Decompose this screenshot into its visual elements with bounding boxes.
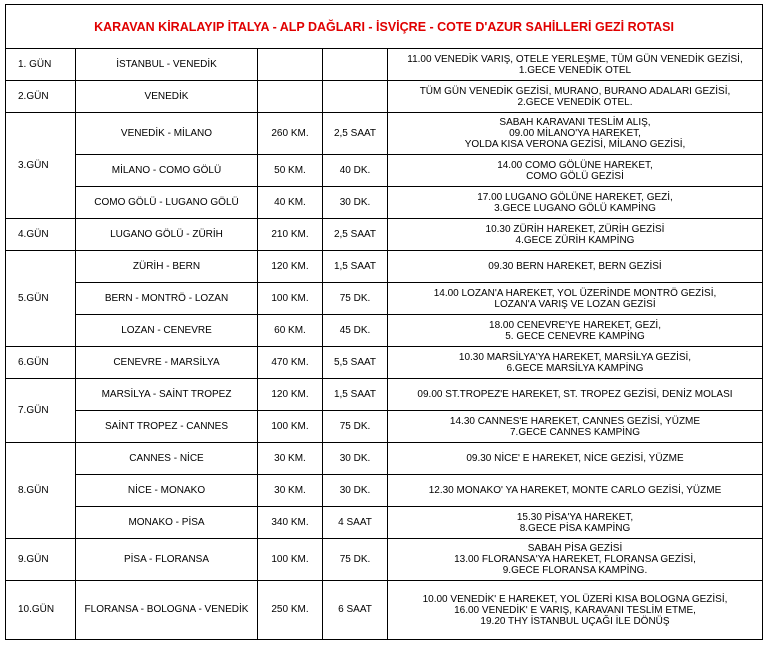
route-cell: ZÜRİH - BERN bbox=[76, 251, 258, 283]
route-cell: MİLANO - COMO GÖLÜ bbox=[76, 155, 258, 187]
duration-cell: 30 DK. bbox=[323, 187, 388, 219]
duration-cell bbox=[323, 81, 388, 113]
distance-cell: 50 KM. bbox=[258, 155, 323, 187]
route-cell: LUGANO GÖLÜ - ZÜRİH bbox=[76, 219, 258, 251]
route-cell: İSTANBUL - VENEDİK bbox=[76, 49, 258, 81]
route-cell: CENEVRE - MARSİLYA bbox=[76, 347, 258, 379]
plan-cell: 09.30 BERN HAREKET, BERN GEZİSİ bbox=[388, 251, 763, 283]
plan-cell: 14.30 CANNES'E HAREKET, CANNES GEZİSİ, YÜZME 7.GECE CANNES KAMPİNG bbox=[388, 411, 763, 443]
distance-cell bbox=[258, 49, 323, 81]
itinerary-row bbox=[6, 251, 763, 283]
plan-cell: 17.00 LUGANO GÖLÜNE HAREKET, GEZİ, 3.GECE LUGANO GÖLÜ KAMPİNG bbox=[388, 187, 763, 219]
plan-cell: 12.30 MONAKO' YA HAREKET, MONTE CARLO GEZİSİ, YÜZME bbox=[388, 475, 763, 507]
duration-cell: 1,5 SAAT bbox=[323, 379, 388, 411]
distance-cell: 40 KM. bbox=[258, 187, 323, 219]
itinerary-row bbox=[6, 187, 763, 219]
plan-cell: SABAH PİSA GEZİSİ 13.00 FLORANSA'YA HAREKET, FLORANSA GEZİSİ, 9.GECE FLORANSA KAMPİNG. bbox=[388, 539, 763, 581]
plan-cell: 10.00 VENEDİK' E HAREKET, YOL ÜZERİ KISA BOLOGNA GEZİSİ, 16.00 VENEDİK' E VARIŞ, KARAVANI TESLİM ETME, 19.20 THY İSTANBUL UÇAĞI İLE DÖNÜŞ bbox=[388, 581, 763, 640]
distance-cell: 100 KM. bbox=[258, 411, 323, 443]
distance-cell: 120 KM. bbox=[258, 379, 323, 411]
duration-cell bbox=[323, 49, 388, 81]
day-label: 5.GÜN bbox=[6, 251, 76, 347]
day-label: 6.GÜN bbox=[6, 347, 76, 379]
day-label: 9.GÜN bbox=[6, 539, 76, 581]
route-cell: MONAKO - PİSA bbox=[76, 507, 258, 539]
day-label: 2.GÜN bbox=[6, 81, 76, 113]
distance-cell bbox=[258, 81, 323, 113]
itinerary-row bbox=[6, 81, 763, 113]
route-cell: BERN - MONTRÖ - LOZAN bbox=[76, 283, 258, 315]
itinerary-row bbox=[6, 347, 763, 379]
distance-cell: 260 KM. bbox=[258, 113, 323, 155]
itinerary-row bbox=[6, 379, 763, 411]
plan-cell: 10.30 MARSİLYA'YA HAREKET, MARSİLYA GEZİSİ, 6.GECE MARSİLYA KAMPİNG bbox=[388, 347, 763, 379]
duration-cell: 4 SAAT bbox=[323, 507, 388, 539]
plan-cell: 09.30 NİCE' E HAREKET, NİCE GEZİSİ, YÜZME bbox=[388, 443, 763, 475]
itinerary-row bbox=[6, 315, 763, 347]
itinerary-row bbox=[6, 49, 763, 81]
plan-cell: 09.00 ST.TROPEZ'E HAREKET, ST. TROPEZ GEZİSİ, DENİZ MOLASI bbox=[388, 379, 763, 411]
itinerary-row bbox=[6, 581, 763, 640]
itinerary-row bbox=[6, 113, 763, 155]
distance-cell: 100 KM. bbox=[258, 539, 323, 581]
plan-cell: 14.00 COMO GÖLÜNE HAREKET, COMO GÖLÜ GEZİSİ bbox=[388, 155, 763, 187]
route-cell: VENEDİK bbox=[76, 81, 258, 113]
route-cell: MARSİLYA - SAİNT TROPEZ bbox=[76, 379, 258, 411]
route-cell: SAİNT TROPEZ - CANNES bbox=[76, 411, 258, 443]
itinerary-row bbox=[6, 443, 763, 475]
day-label: 3.GÜN bbox=[6, 113, 76, 219]
duration-cell: 40 DK. bbox=[323, 155, 388, 187]
route-cell: NİCE - MONAKO bbox=[76, 475, 258, 507]
duration-cell: 30 DK. bbox=[323, 475, 388, 507]
duration-cell: 30 DK. bbox=[323, 443, 388, 475]
distance-cell: 250 KM. bbox=[258, 581, 323, 640]
day-label: 10.GÜN bbox=[6, 581, 76, 640]
itinerary-row bbox=[6, 475, 763, 507]
itinerary-row bbox=[6, 507, 763, 539]
duration-cell: 6 SAAT bbox=[323, 581, 388, 640]
plan-cell: 14.00 LOZAN'A HAREKET, YOL ÜZERİNDE MONTRÖ GEZİSİ, LOZAN'A VARIŞ VE LOZAN GEZİSİ bbox=[388, 283, 763, 315]
itinerary-table bbox=[5, 4, 763, 640]
plan-cell: SABAH KARAVANI TESLİM ALIŞ, 09.00 MİLANO'YA HAREKET, YOLDA KISA VERONA GEZİSİ, MİLANO GEZİSİ, bbox=[388, 113, 763, 155]
duration-cell: 75 DK. bbox=[323, 539, 388, 581]
distance-cell: 100 KM. bbox=[258, 283, 323, 315]
itinerary-row bbox=[6, 219, 763, 251]
itinerary-row bbox=[6, 411, 763, 443]
distance-cell: 340 KM. bbox=[258, 507, 323, 539]
duration-cell: 1,5 SAAT bbox=[323, 251, 388, 283]
route-cell: COMO GÖLÜ - LUGANO GÖLÜ bbox=[76, 187, 258, 219]
day-label: 8.GÜN bbox=[6, 443, 76, 539]
distance-cell: 30 KM. bbox=[258, 475, 323, 507]
day-label: 4.GÜN bbox=[6, 219, 76, 251]
duration-cell: 2,5 SAAT bbox=[323, 113, 388, 155]
plan-cell: TÜM GÜN VENEDİK GEZİSİ, MURANO, BURANO ADALARI GEZİSİ, 2.GECE VENEDİK OTEL. bbox=[388, 81, 763, 113]
distance-cell: 60 KM. bbox=[258, 315, 323, 347]
title-row bbox=[6, 5, 763, 49]
duration-cell: 2,5 SAAT bbox=[323, 219, 388, 251]
route-cell: FLORANSA - BOLOGNA - VENEDİK bbox=[76, 581, 258, 640]
route-cell: CANNES - NİCE bbox=[76, 443, 258, 475]
duration-cell: 75 DK. bbox=[323, 283, 388, 315]
duration-cell: 5,5 SAAT bbox=[323, 347, 388, 379]
itinerary-row bbox=[6, 283, 763, 315]
route-cell: PİSA - FLORANSA bbox=[76, 539, 258, 581]
plan-cell: 18.00 CENEVRE'YE HAREKET, GEZİ, 5. GECE CENEVRE KAMPİNG bbox=[388, 315, 763, 347]
route-cell: LOZAN - CENEVRE bbox=[76, 315, 258, 347]
duration-cell: 75 DK. bbox=[323, 411, 388, 443]
day-label: 7.GÜN bbox=[6, 379, 76, 443]
itinerary-row bbox=[6, 539, 763, 581]
plan-cell: 10.30 ZÜRİH HAREKET, ZÜRİH GEZİSİ 4.GECE ZÜRİH KAMPİNG bbox=[388, 219, 763, 251]
itinerary-row bbox=[6, 155, 763, 187]
day-label: 1. GÜN bbox=[6, 49, 76, 81]
distance-cell: 470 KM. bbox=[258, 347, 323, 379]
plan-cell: 15.30 PİSA'YA HAREKET, 8.GECE PİSA KAMPİNG bbox=[388, 507, 763, 539]
route-cell: VENEDİK - MİLANO bbox=[76, 113, 258, 155]
distance-cell: 210 KM. bbox=[258, 219, 323, 251]
distance-cell: 120 KM. bbox=[258, 251, 323, 283]
plan-cell: 11.00 VENEDİK VARIŞ, OTELE YERLEŞME, TÜM GÜN VENEDİK GEZİSİ, 1.GECE VENEDİK OTEL bbox=[388, 49, 763, 81]
table-title: KARAVAN KİRALAYIP İTALYA - ALP DAĞLARI - İSVİÇRE - COTE D'AZUR SAHİLLERİ GEZİ ROTASI bbox=[6, 5, 763, 49]
distance-cell: 30 KM. bbox=[258, 443, 323, 475]
duration-cell: 45 DK. bbox=[323, 315, 388, 347]
